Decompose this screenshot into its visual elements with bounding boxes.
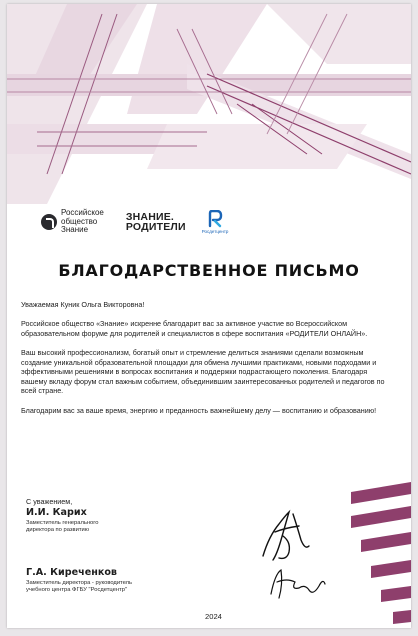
znanie-society-logo	[41, 209, 104, 235]
logo-line-2: общество	[61, 216, 98, 226]
decorative-corner-stripes	[351, 482, 411, 628]
paragraph-1: Российское общество «Знание» искренне благодарит вас за активное участие во Всероссийском образовательном форуме для родителей и специалистов в сфере воспитания «РОДИТЕЛИ ОНЛАЙН».	[21, 319, 368, 338]
respect-phrase: С уважением,	[26, 497, 73, 506]
handwritten-signature-2	[265, 564, 329, 604]
signatory-1-position-line-1: Заместитель генерального	[26, 520, 99, 526]
signatory-1-name: И.И. Карих	[26, 507, 87, 518]
greeting: Уважаемая Куник Ольга Викторовна!	[21, 300, 145, 309]
logo-parents-line-1: ЗНАНИЕ.	[125, 210, 175, 223]
rosdetcentr-text: Росдетцентр	[201, 229, 229, 234]
letter-body	[21, 300, 387, 425]
letter-page	[7, 4, 411, 628]
rosdetcentr-icon	[207, 210, 223, 228]
paragraph-3: Благодарим вас за ваше время, энергию и преданность важнейшему делу — воспитанию и образованию!	[21, 405, 377, 415]
signatory-2	[26, 566, 132, 594]
logos-row	[41, 208, 371, 236]
znanie-parents-logo	[126, 212, 186, 233]
decorative-header-pattern	[7, 4, 411, 204]
logo-line-3: Знание	[61, 225, 89, 235]
signatory-1	[26, 497, 98, 534]
znanie-z-icon	[41, 214, 57, 230]
rosdetcentr-logo	[202, 210, 229, 234]
handwritten-signature-1	[255, 506, 315, 564]
letter-year: 2024	[205, 612, 222, 621]
paragraph-2: Ваш высокий профессионализм, богатый опыт и стремление делиться знаниями сделали возможным создание уникальной образовательной площадки для обмена лучшими практиками, новыми подходами и эффективными решениями в вопросах воспитания и поддержки подрастающего поколения. Благодаря вашему вкладу форум стал важным событием, объединившим заинтересованных родителей и педагогов по всей стране.	[21, 347, 385, 396]
logo-parents-line-2: РОДИТЕЛИ	[125, 221, 186, 233]
signatory-2-position-line-2: учебного центра ФГБУ "Росдетцентр"	[26, 587, 128, 594]
signatory-2-name: Г.А. Киреченков	[26, 567, 118, 578]
logo-line-1: Российское	[61, 208, 104, 218]
signatory-2-position-line-1: Заместитель директора - руководитель	[26, 580, 133, 586]
signatory-1-position-line-2: директора по развитию	[26, 527, 90, 534]
letter-title: БЛАГОДАРСТВЕННОЕ ПИСЬМО	[58, 261, 360, 280]
